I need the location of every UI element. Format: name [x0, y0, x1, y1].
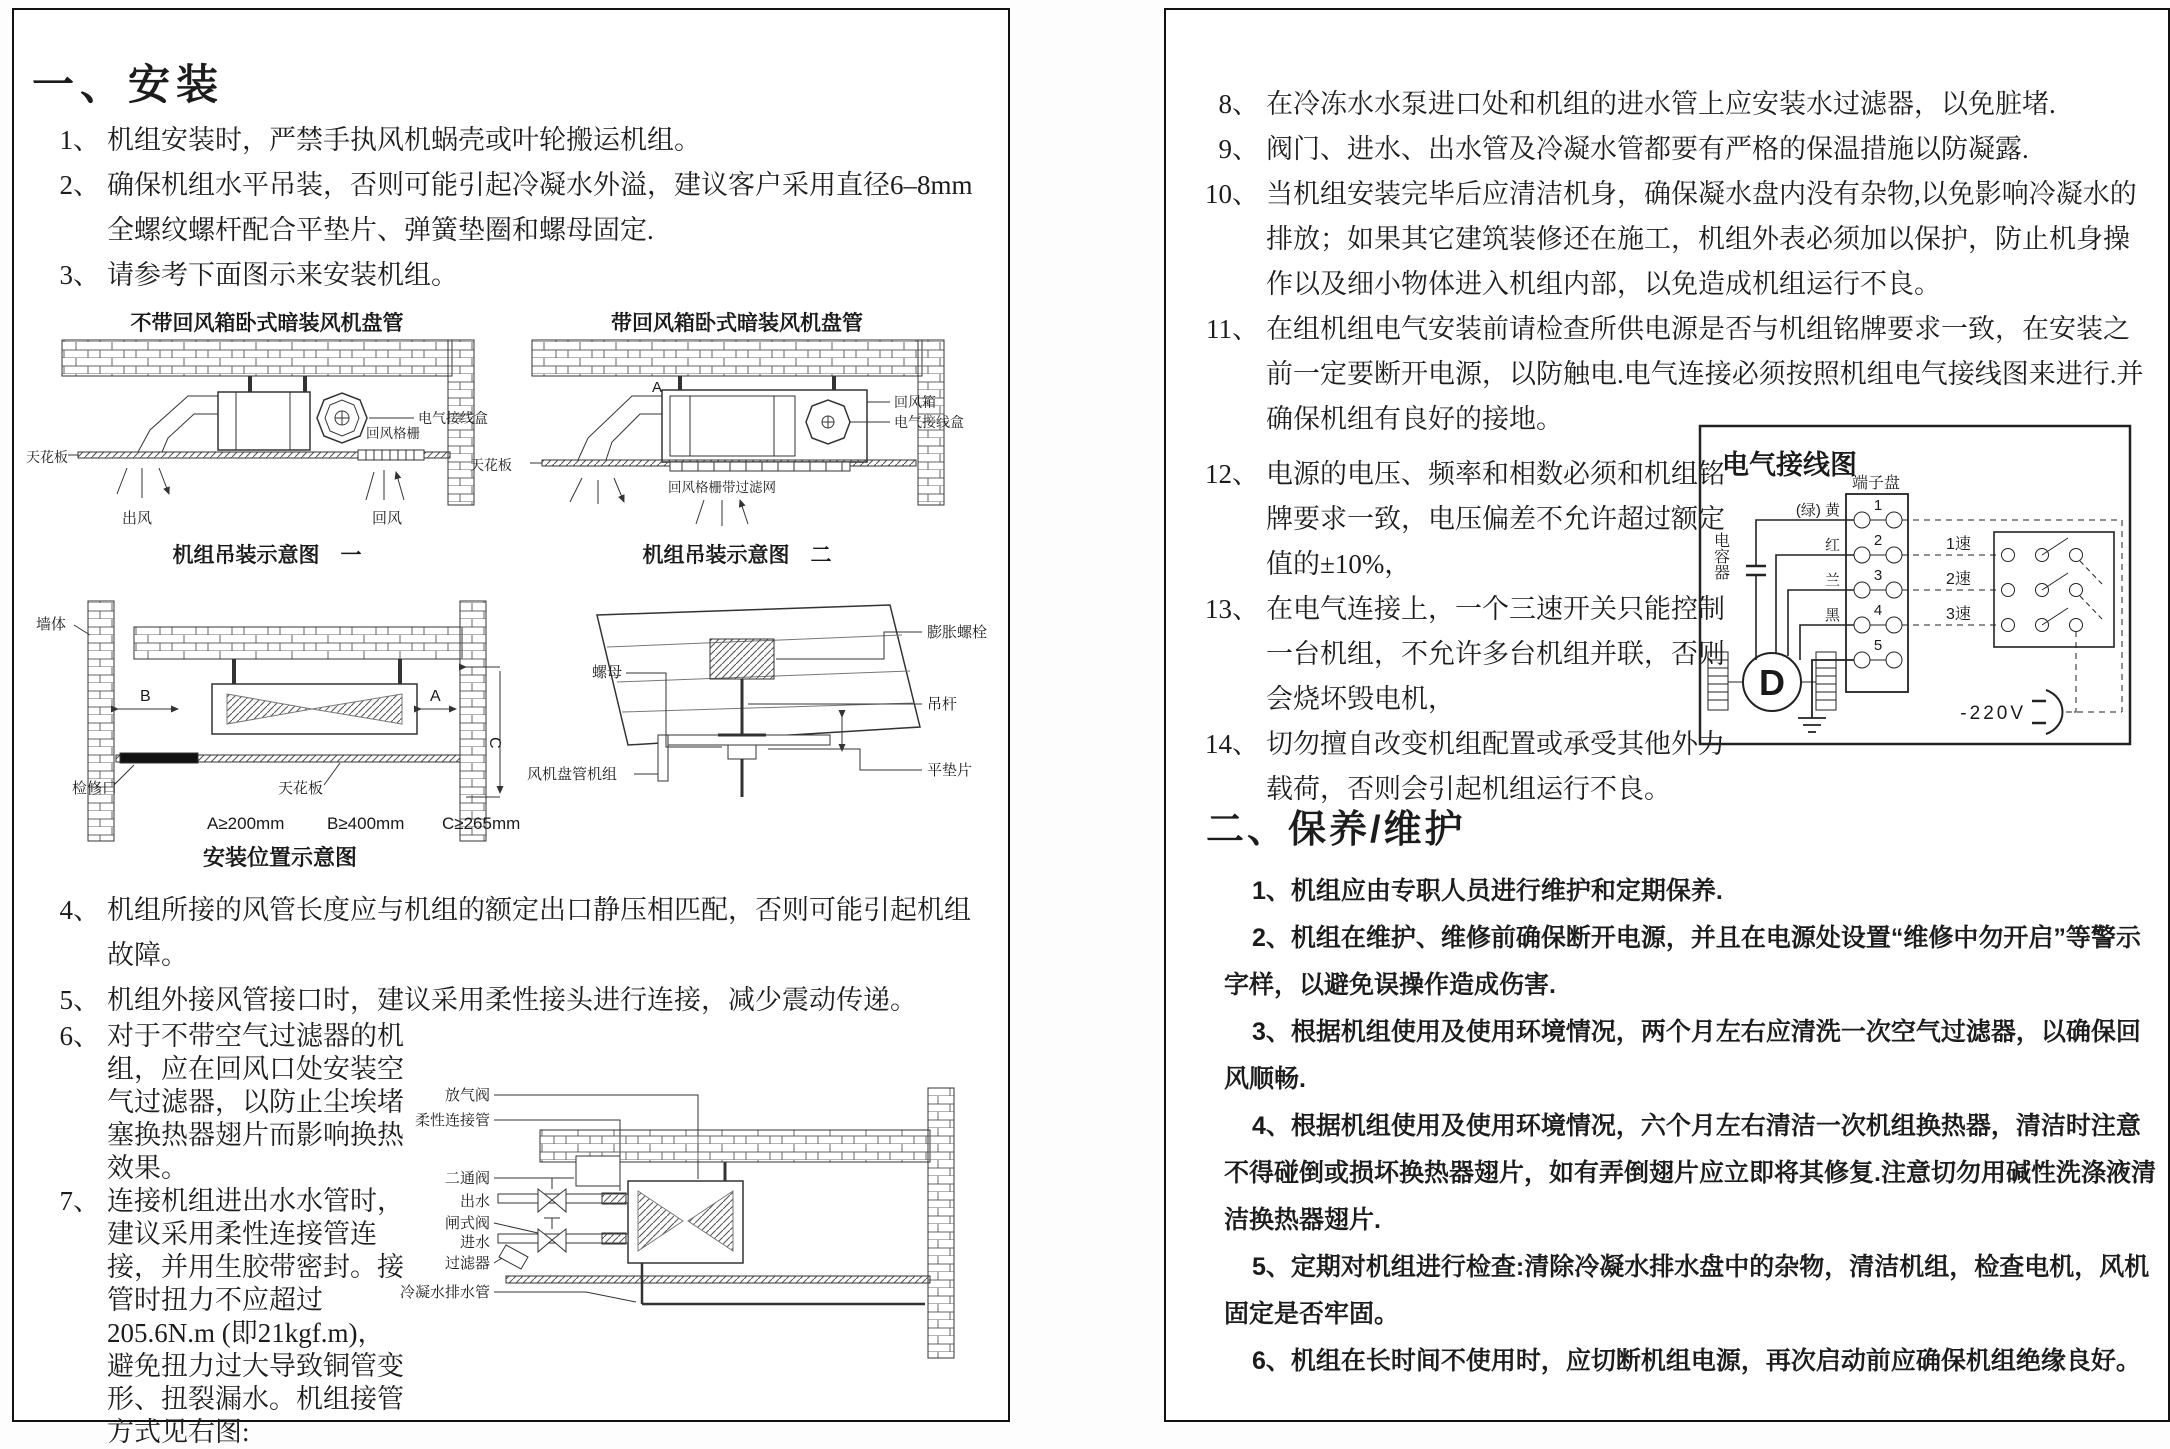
- supply-duct: [566, 396, 662, 460]
- return-grille-filter-label: 回风格栅带过滤网: [668, 480, 776, 495]
- list-item: [30, 253, 990, 298]
- list-item: [30, 978, 995, 1023]
- item-text: 机组所接的风管长度应与机组的额定出口静压相匹配，否则可能引起机组故障。: [107, 895, 971, 970]
- item-number: 14、: [1205, 729, 1259, 759]
- two-way-valve-label: 二通阀: [444, 1170, 490, 1187]
- item-text: 根据机组使用及使用环境情况，六个月左右清洁一次机组换热器，清洁时注意不得碰倒或损坏换热器翅片，如有弄倒翅片应立即将其修复.注意切勿用碱性洗涤液清洁换热器翅片.: [1224, 1112, 2156, 1234]
- rod-label: 吊杆: [927, 696, 958, 713]
- item-text: 对于不带空气过滤器的机组，应在回风口处安装空气过滤器，以防止尘埃堵塞换热器翅片而影响换热效果。: [107, 1021, 404, 1183]
- gate-valve-label: 闸式阀: [444, 1215, 490, 1232]
- list-item: [1224, 1338, 2156, 1385]
- plug-icon: [2032, 690, 2063, 734]
- leader: [494, 1292, 636, 1302]
- item-text: 在电气连接上，一个三速开关只能控制一台机组，不允许多台机组并联，否则会烧坏毁电机，: [1266, 594, 1725, 714]
- list-item: [1224, 1009, 2156, 1103]
- terminal-5: 5: [1873, 637, 1883, 654]
- flex-connector: [602, 1193, 626, 1204]
- section-title-maintenance: 二、保养/维护: [1206, 809, 1466, 851]
- wall-label: 墙体: [36, 616, 67, 633]
- install-items-12-14: [1196, 452, 1744, 812]
- item-text: 机组外接风管接口时，建议采用柔性接头进行连接，减少震动传递。: [107, 985, 917, 1015]
- terminal-1: 1: [1873, 497, 1883, 514]
- item-number: 7、: [59, 1186, 100, 1216]
- capacitor-label: 电容器: [1711, 532, 1729, 580]
- diagram-no-return-box: [26, 311, 488, 567]
- list-item: [1196, 127, 2146, 172]
- diagram1-title: 不带回风箱卧式暗装风机盘管: [130, 312, 404, 335]
- diagram-wiring: [1694, 420, 2144, 755]
- leader: [324, 763, 340, 785]
- install-items-4-5: [30, 888, 995, 1023]
- item-text: 连接机组进出水水管时，建议采用柔性连接管连接，并用生胶带密封。接管时扭力不应超过205.6N.m (即21kgf.m)，避免扭力过大导致铜管变形、扭裂漏水。机组接管方式见右图:: [107, 1186, 404, 1447]
- item-number: 6、: [1252, 1347, 1291, 1375]
- item-text: 在冷冻水水泵进口处和机组的进水管上应安装水过滤器，以免脏堵.: [1266, 89, 2056, 119]
- washer-label: 平垫片: [927, 762, 973, 779]
- anchor-label: 膨胀螺栓: [927, 624, 988, 641]
- list-item: [1224, 1244, 2156, 1338]
- switch-wires-dashed: [1902, 520, 2122, 712]
- inlet-label: 进水: [459, 1234, 490, 1251]
- dim-b: B: [140, 688, 151, 705]
- item-text: 当机组安装完毕后应清洁机身，确保凝水盘内没有杂物,以免影响冷凝水的排放；如果其它建筑装修还在施工，机组外表必须加以保护，防止机身操作以及细小物体进入机组内部，以免造成机组运行不良。: [1266, 179, 2137, 299]
- list-item: [30, 118, 990, 163]
- section-title-install: 一、安装: [32, 61, 225, 108]
- return-grille-filter: [670, 462, 850, 471]
- item-text: 阀门、进水、出水管及冷凝水管都要有严格的保温措施以防凝露.: [1266, 134, 2029, 164]
- wire-black-label: 黑: [1824, 607, 1840, 624]
- capacitor-symbol: [1746, 566, 1766, 575]
- ceiling-label: 天花板: [470, 457, 512, 473]
- list-item: [1196, 587, 1744, 722]
- junction-box-label: 电气接线盒: [894, 414, 964, 430]
- valve-stem: [544, 1178, 560, 1189]
- valve-cone: [552, 1189, 566, 1212]
- drain-label: 冷凝水排水管: [399, 1284, 490, 1301]
- valve-stem: [544, 1218, 560, 1229]
- item-number: 4、: [59, 895, 100, 925]
- dim-b-value: B≥400mm: [327, 814, 405, 833]
- item-number: 8、: [1218, 89, 1259, 119]
- page-installation: [12, 8, 1010, 1447]
- diagram-install-position: [36, 601, 520, 870]
- item-text: 定期对机组进行检查:清除冷凝水排水盘中的杂物，清洁机组，检查电机，风机固定是否牢固。: [1224, 1253, 2150, 1328]
- ceiling-slab: [62, 340, 452, 376]
- speed1-label: 1速: [1946, 536, 1971, 553]
- list-item: [1196, 82, 2146, 127]
- ceiling-label: 天花板: [278, 780, 324, 797]
- list-item: [30, 163, 990, 253]
- diagram-hanging-install: [22, 310, 1007, 582]
- item-number: 6、: [59, 1021, 100, 1051]
- page-maintenance: [1164, 8, 2170, 1422]
- item-text: 机组在长时间不使用时，应切断机组电源，再次启动前应确保机组绝缘良好。: [1290, 1347, 2141, 1375]
- leader: [494, 1258, 502, 1263]
- return-air-label: 回风: [372, 510, 403, 527]
- item-number: 4、: [1252, 1112, 1291, 1140]
- return-air-arrows: [696, 500, 748, 526]
- valve-cone: [538, 1229, 552, 1252]
- list-item: [1224, 1103, 2156, 1244]
- return-box-label: 回风箱: [894, 394, 936, 410]
- supply-air-arrows: [570, 478, 624, 504]
- wire-green-yellow-label: (绿) 黄: [1795, 502, 1840, 519]
- diagram-anchor-detail: [527, 605, 987, 797]
- nut: [728, 745, 756, 759]
- wire-red-label: 红: [1824, 537, 1840, 554]
- fan-coil-unit: [670, 396, 795, 456]
- ceiling-line: [506, 1276, 930, 1283]
- item-number: 5、: [1252, 1253, 1291, 1281]
- diagram2-title: 带回风箱卧式暗装风机盘管: [611, 312, 863, 335]
- item-number: 2、: [1252, 924, 1291, 952]
- install-items-1-3: [30, 118, 990, 298]
- valve-cone: [552, 1229, 566, 1252]
- item-number: 9、: [1218, 134, 1259, 164]
- list-item: [30, 888, 995, 978]
- motor-label: D: [1759, 662, 1785, 703]
- maintenance-items: [1224, 868, 2156, 1385]
- junction-box-label: 电气接线盒: [418, 410, 488, 426]
- hanger-rods: [680, 376, 834, 390]
- diagram2-caption: 机组吊装示意图 二: [642, 544, 832, 567]
- item-number: 5、: [59, 985, 100, 1015]
- speed2-label: 2速: [1946, 571, 1971, 588]
- strainer: [499, 1245, 528, 1269]
- item-text: 电源的电压、频率和相数必须和机组铭牌要求一致，电压偏差不允许超过额定值的±10%，: [1266, 459, 1725, 579]
- wall-left: [88, 601, 114, 841]
- diagram-position-and-anchor: [22, 587, 1007, 879]
- dim-a: A: [430, 688, 441, 705]
- item-text: 确保机组水平吊装，否则可能引起冷凝水外溢，建议客户采用直径6–8mm全螺纹螺杆配合平垫片、弹簧垫圈和螺母固定.: [107, 170, 973, 245]
- item-number: 3、: [59, 260, 100, 290]
- supply-air-arrows: [117, 468, 169, 498]
- item-text: 根据机组使用及使用环境情况，两个月左右应清洗一次空气过滤器，以确保回风顺畅.: [1224, 1018, 2141, 1093]
- item-text: 切勿擅自改变机组配置或承受其他外力载荷，否则会引起机组运行不良。: [1266, 729, 1725, 804]
- install-items-6-7: [30, 1020, 408, 1449]
- outlet-label: 出水: [459, 1193, 490, 1210]
- speed-switch: [1994, 532, 2114, 647]
- list-item: [1196, 452, 1744, 587]
- flex-connector: [602, 1233, 626, 1244]
- dim-a-label: A: [652, 379, 663, 396]
- ceiling-slab: [134, 627, 462, 659]
- access-opening: [120, 753, 198, 763]
- hanger-rods: [250, 376, 305, 392]
- flex-pipe-label: 柔性连接管: [414, 1112, 490, 1129]
- list-item: [1224, 868, 2156, 915]
- terminal-2: 2: [1873, 532, 1883, 549]
- leader: [494, 1223, 538, 1233]
- dim-c-value: C≥265mm: [442, 814, 521, 833]
- item-number: 3、: [1252, 1018, 1291, 1046]
- item-number: 1、: [1252, 877, 1291, 905]
- unit-label: 风机盘管机组: [527, 766, 618, 783]
- diagram3-caption: 安装位置示意图: [202, 845, 358, 870]
- hanger-rods: [234, 659, 400, 684]
- item-text: 请参考下面图示来安装机组。: [107, 260, 458, 290]
- wall-right: [928, 1088, 954, 1358]
- return-grille-label: 回风格栅: [366, 426, 420, 441]
- install-items-8-11: [1196, 82, 2146, 442]
- return-air-arrows: [366, 470, 404, 500]
- list-item: [1196, 172, 2146, 307]
- voltage-label: -220V: [1960, 703, 2026, 724]
- filter-label: 过滤器: [444, 1255, 490, 1272]
- item-number: 13、: [1205, 594, 1259, 624]
- item-number: 1、: [59, 125, 100, 155]
- diagram-piping: [380, 1048, 1010, 1383]
- two-way-valve-body: [576, 1156, 620, 1186]
- speed3-label: 3速: [1946, 606, 1971, 623]
- item-text: 机组应由专职人员进行维护和定期保养.: [1290, 877, 1723, 905]
- item-number: 11、: [1206, 314, 1259, 344]
- dim-a-value: A≥200mm: [207, 814, 285, 833]
- fan-coil-unit: [218, 392, 310, 450]
- valve-cone: [538, 1189, 552, 1212]
- terminal-3: 3: [1873, 567, 1883, 584]
- leader: [768, 749, 922, 770]
- air-valve-label: 放气阀: [444, 1087, 490, 1104]
- expansion-anchor: [710, 639, 774, 679]
- item-text: 机组在维护、维修前确保断开电源，并且在电源处设置“维修中勿开启”等警示字样，以避免误操作造成伤害.: [1224, 924, 2141, 999]
- terminal-4: 4: [1873, 602, 1883, 619]
- access-label: 检修口: [72, 780, 118, 797]
- diagram-with-return-box: [470, 311, 964, 567]
- ceiling-label: 天花板: [26, 449, 68, 465]
- wiring-title: 电气接线图: [1722, 450, 1857, 480]
- terminal-strip-label: 端子盘: [1852, 475, 1901, 492]
- wall-right: [460, 601, 486, 841]
- item-text: 在组机组电气安装前请检查所供电源是否与机组铭牌要求一致，在安装之前一定要断开电源，以防触电.电气连接必须按照机组电气接线图来进行.并确保机组有良好的接地。: [1266, 314, 2144, 434]
- list-item: [30, 1185, 408, 1449]
- nut-label: 螺母: [591, 664, 622, 681]
- supply-duct: [126, 396, 218, 452]
- item-number: 2、: [59, 170, 100, 200]
- item-number: 12、: [1205, 459, 1259, 489]
- list-item: [30, 1020, 408, 1185]
- supply-air-label: 出风: [122, 510, 153, 527]
- item-number: 10、: [1205, 179, 1259, 209]
- item-text: 机组安装时，严禁手执风机蜗壳或叶轮搬运机组。: [107, 125, 701, 155]
- wire-blue-label: 兰: [1824, 572, 1840, 589]
- ceiling-slab: [532, 340, 922, 376]
- list-item: [1224, 915, 2156, 1009]
- dim-c: C: [486, 737, 503, 749]
- diagram1-caption: 机组吊装示意图 一: [172, 544, 362, 567]
